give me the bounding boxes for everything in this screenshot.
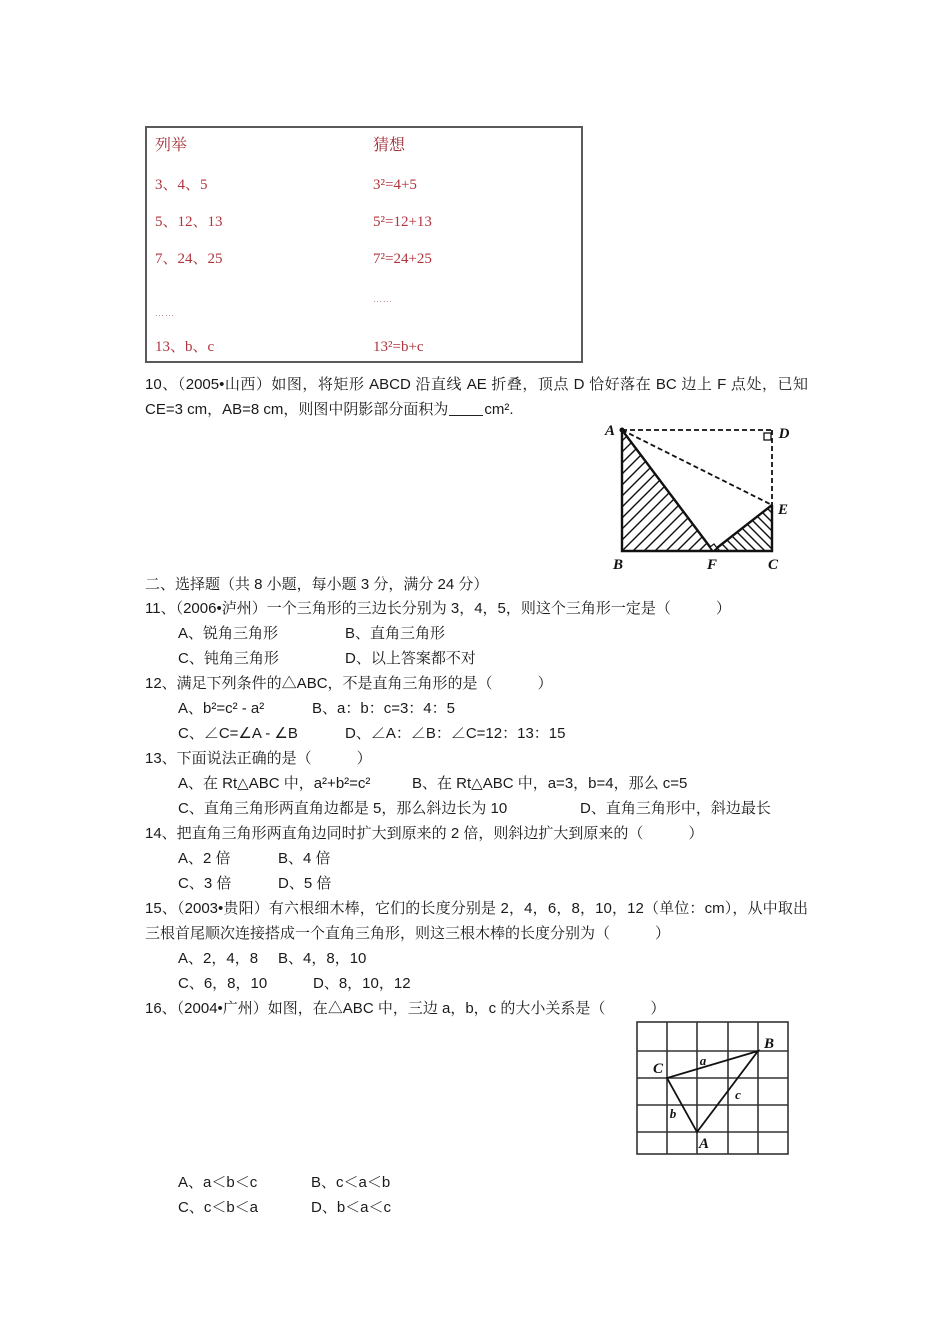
q15-option-c: C、6，8，10 xyxy=(178,975,268,992)
q10-stem-text: CE=3 cm，AB=8 cm，则图中阴影部分面积为 xyxy=(145,401,449,418)
q11-option-a: A、锐角三角形 xyxy=(178,625,279,642)
section-heading: 二、选择题（共 8 小题，每小题 3 分，满分 24 分） xyxy=(145,576,489,593)
table-cell-guess: 3²=4+5 xyxy=(373,177,417,193)
label-b: B xyxy=(612,557,624,573)
q15-stem-line1: 15、（2003•贵阳）有六根细木棒，它们的长度分别是 2，4，6，8，10，12（单位：cm），从中取出 xyxy=(145,900,808,917)
table-cell-guess: 7²=24+25 xyxy=(373,251,432,267)
table-cell-list: 13、b、c xyxy=(155,339,215,355)
dashed-fold-lines xyxy=(622,430,772,505)
table-header-list: 列举 xyxy=(155,137,188,154)
q11-option-b: B、直角三角形 xyxy=(345,625,446,642)
q12-option-b: B、a：b：c=3：4：5 xyxy=(312,700,455,717)
label-d: D xyxy=(778,426,790,442)
label-a: A xyxy=(604,423,616,439)
q15-option-d: D、8，10，12 xyxy=(313,975,411,992)
pattern-table xyxy=(145,126,583,363)
q16-option-d: D、b＜a＜c xyxy=(311,1199,392,1216)
q13-option-c: C、直角三角形两直角边都是 5，那么斜边长为 10 xyxy=(178,800,508,817)
table-cell-list: 3、4、5 xyxy=(155,177,208,193)
q16-option-a: A、a＜b＜c xyxy=(178,1174,258,1191)
hatch-left-triangle xyxy=(622,436,712,551)
q12-option-c: C、∠C=∠A - ∠B xyxy=(178,725,298,742)
hatch-right-triangle xyxy=(717,509,772,552)
q10-fold-rectangle-figure xyxy=(600,415,800,575)
table-cell-guess: 5²=12+13 xyxy=(373,214,432,230)
q16-option-b: B、c＜a＜b xyxy=(311,1174,391,1191)
q11-option-d: D、以上答案都不对 xyxy=(345,650,476,667)
label-f: F xyxy=(706,557,718,573)
table-cell-list: 7、24、25 xyxy=(155,251,223,267)
q14-option-b: B、4 倍 xyxy=(278,850,331,867)
point-a-dot xyxy=(620,428,625,433)
q13-stem: 13、下面说法正确的是（ ） xyxy=(145,750,372,767)
q15-option-a: A、2，4，8 xyxy=(178,950,259,967)
q13-option-d: D、直角三角形中，斜边最长 xyxy=(580,800,771,817)
vertex-label-b: B xyxy=(763,1036,775,1052)
q15-stem-line2: 三根首尾顺次连接搭成一个直角三角形，则这三根木棒的长度分别为（ ） xyxy=(145,925,671,942)
table-cell-list: 5、12、13 xyxy=(155,214,223,230)
table-cell-guess: 13²=b+c xyxy=(373,339,424,355)
label-e: E xyxy=(777,502,789,518)
table-header-guess: 猜想 xyxy=(373,137,406,154)
q10-stem-line1: 10、（2005•山西）如图，将矩形 ABCD 沿直线 AE 折叠，顶点 D 恰好落在 BC 边上 F 点处，已知 xyxy=(145,376,808,393)
triangle-abc xyxy=(667,1051,758,1132)
vertex-label-a: A xyxy=(698,1136,710,1152)
label-c: C xyxy=(767,557,779,573)
q12-option-d: D、∠A：∠B：∠C=12：13：15 xyxy=(345,725,566,742)
answer-blank xyxy=(449,399,483,416)
vertex-label-c: C xyxy=(652,1061,664,1077)
right-angle-mark-d xyxy=(764,433,771,440)
q14-option-c: C、3 倍 xyxy=(178,875,232,892)
side-label-a: a xyxy=(699,1053,707,1068)
table-cell-ellipsis: …… xyxy=(155,308,175,318)
q13-option-b: B、在 Rt△ABC 中，a=3，b=4，那么 c=5 xyxy=(412,775,688,792)
q15-option-b: B、4，8，10 xyxy=(278,950,367,967)
q12-stem: 12、满足下列条件的△ABC，不是直角三角形的是（ ） xyxy=(145,675,553,692)
q14-option-d: D、5 倍 xyxy=(278,875,332,892)
table-cell-ellipsis: …… xyxy=(373,294,393,304)
side-label-b: b xyxy=(669,1106,677,1121)
q14-stem: 14、把直角三角形两直角边同时扩大到原来的 2 倍，则斜边扩大到原来的（ ） xyxy=(145,825,704,842)
q10-stem-line2 xyxy=(145,397,514,422)
solid-edges xyxy=(622,430,772,551)
q11-option-c: C、钝角三角形 xyxy=(178,650,279,667)
q11-stem: 11、（2006•泸州）一个三角形的三边长分别为 3，4，5，则这个三角形一定是（ ） xyxy=(145,600,731,617)
q10-unit: cm². xyxy=(484,401,514,418)
q13-option-a: A、在 Rt△ABC 中，a²+b²=c² xyxy=(178,775,371,792)
side-label-c: c xyxy=(735,1087,741,1102)
q12-option-a: A、b²=c² - a² xyxy=(178,700,265,717)
q16-option-c: C、c＜b＜a xyxy=(178,1199,259,1216)
q14-option-a: A、2 倍 xyxy=(178,850,231,867)
q16-stem: 16、（2004•广州）如图，在△ABC 中，三边 a，b，c 的大小关系是（ ） xyxy=(145,1000,666,1017)
q16-grid-triangle-figure xyxy=(630,1015,795,1165)
